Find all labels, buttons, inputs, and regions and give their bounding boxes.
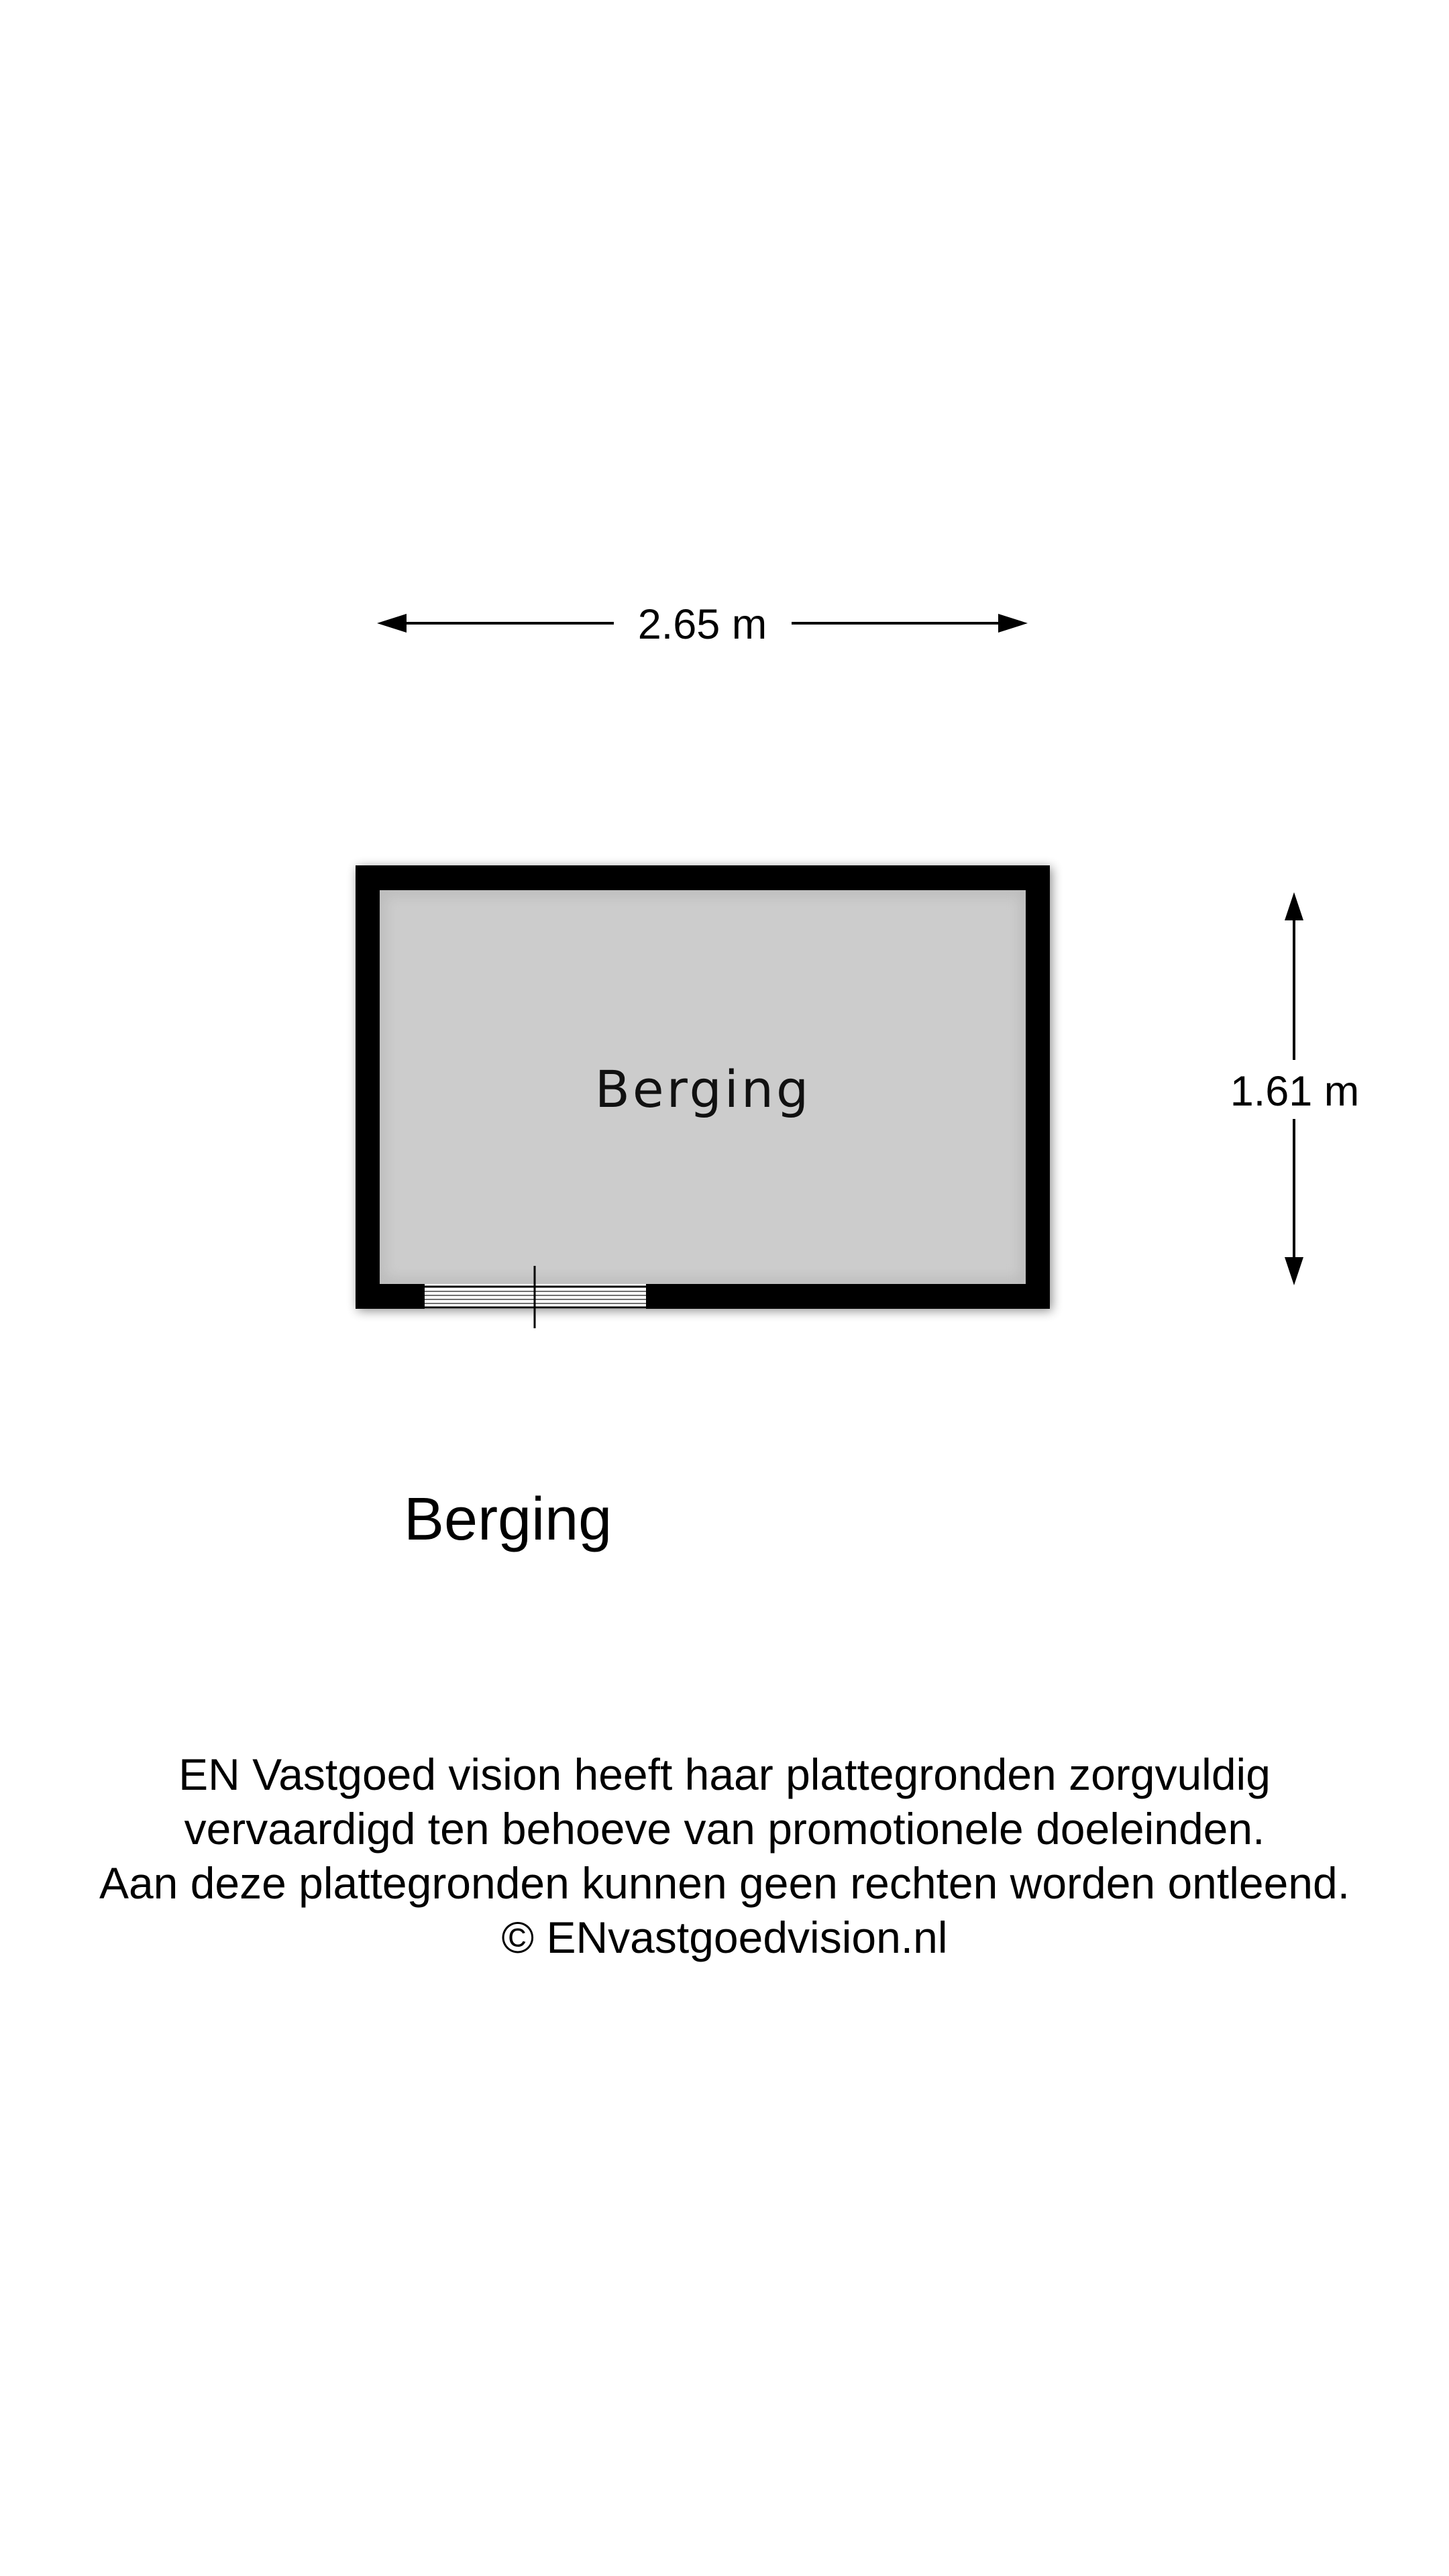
arrow-right-icon <box>998 614 1028 633</box>
room-berging <box>356 865 1050 1328</box>
arrow-down-icon <box>1285 1257 1303 1285</box>
height-dimension-label: 1.61 m <box>1230 1068 1360 1115</box>
disclaimer-line: Aan deze plattegronden kunnen geen rechten worden ontleend. <box>99 1858 1350 1908</box>
height-dimension <box>1230 892 1360 1285</box>
room-label: Berging <box>594 1059 812 1119</box>
copyright-line: © ENvastgoedvision.nl <box>501 1913 948 1962</box>
disclaimer <box>0 1748 1449 1965</box>
floor-title: Berging <box>404 1486 612 1553</box>
disclaimer-line: EN Vastgoed vision heeft haar plattegronden zorgvuldig <box>178 1750 1271 1799</box>
disclaimer-line: vervaardigd ten behoeve van promotionele doeleinden. <box>184 1804 1265 1854</box>
width-dimension-label: 2.65 m <box>637 601 767 648</box>
arrow-up-icon <box>1285 892 1303 920</box>
arrow-left-icon <box>377 614 407 633</box>
width-dimension <box>377 601 1028 648</box>
